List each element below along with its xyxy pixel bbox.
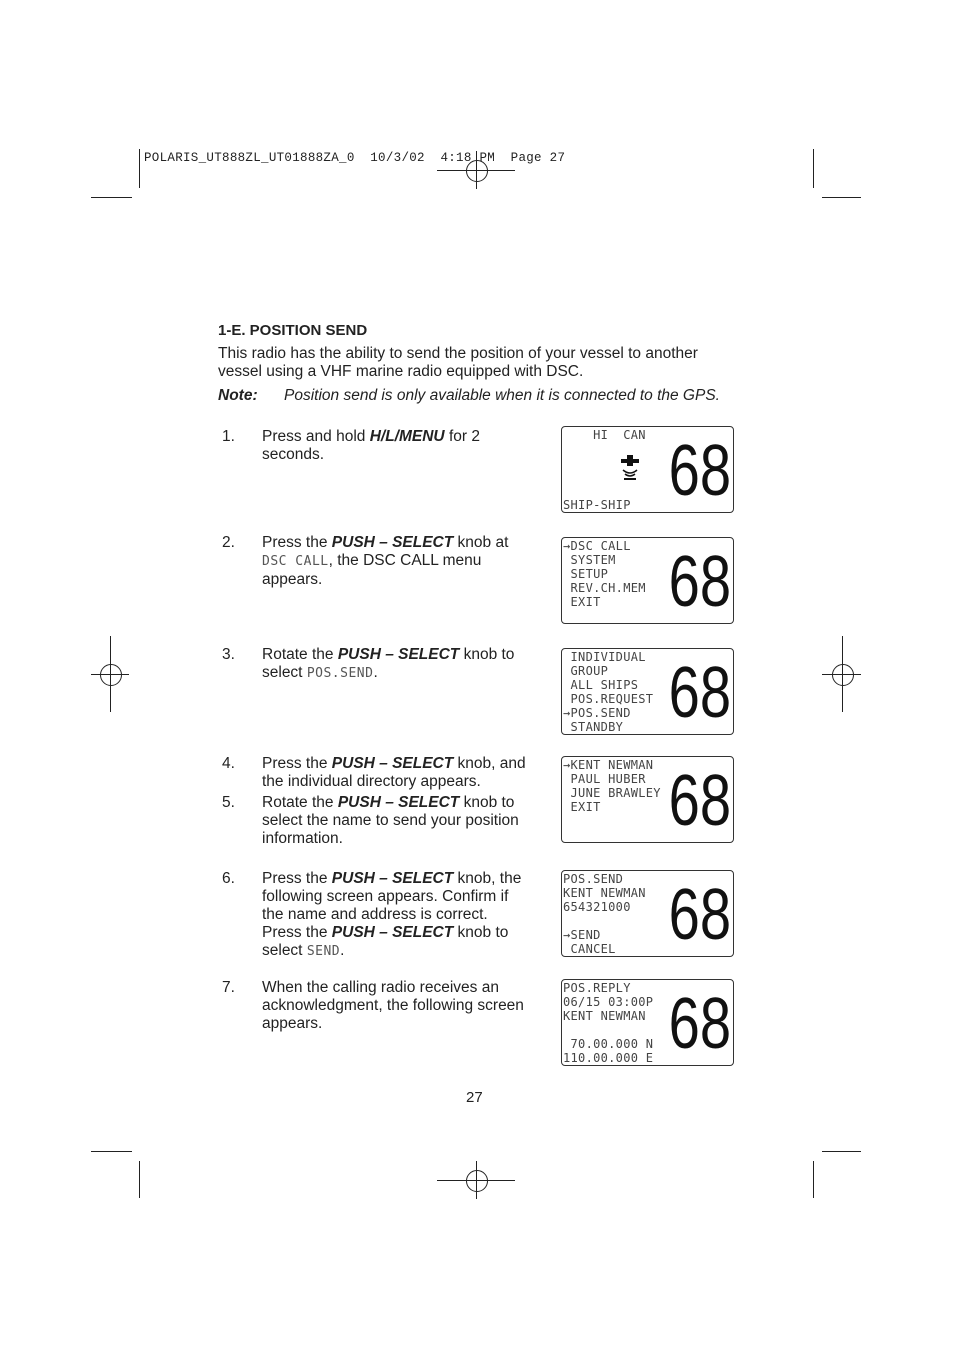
note-label: Note:	[218, 387, 258, 404]
channel-number: 68	[668, 984, 731, 1064]
lcd-screen-1	[561, 426, 734, 513]
registration-circle	[832, 664, 854, 686]
registration-circle	[466, 1170, 488, 1192]
crop-mark	[822, 1151, 861, 1152]
channel-number: 68	[668, 875, 731, 955]
crop-mark	[813, 1161, 814, 1198]
lcd-text: POS.REPLY 06/15 03:00P KENT NEWMAN 70.00.000 N 110.00.000 E	[563, 981, 654, 1065]
lcd-screen-4	[561, 756, 734, 843]
lcd-screen-3	[561, 648, 734, 735]
ship-signal-icon	[617, 454, 643, 482]
lcd-text: INDIVIDUAL GROUP ALL SHIPS POS.REQUEST →POS.SEND STANDBY	[563, 650, 654, 734]
crop-mark	[91, 197, 132, 198]
channel-number: 68	[668, 653, 731, 733]
print-slug: POLARIS_UT888ZL_UT01888ZA_0 10/3/02 4:18 PM Page 27	[144, 151, 566, 165]
lcd-screen-5	[561, 870, 734, 957]
channel-number: 68	[668, 542, 731, 622]
crop-mark	[139, 1161, 140, 1198]
section-title: 1-E. POSITION SEND	[218, 322, 368, 339]
registration-circle	[100, 664, 122, 686]
lcd-screen-2	[561, 537, 734, 624]
crop-mark	[91, 1151, 132, 1152]
note-text: Position send is only available when it is connected to the GPS.	[284, 387, 720, 404]
crop-mark	[822, 197, 861, 198]
channel-number: 68	[668, 431, 731, 511]
crop-mark	[139, 149, 140, 188]
intro-paragraph: This radio has the ability to send the position of your vessel to another vessel using a VHF marine radio equipped with DSC.	[218, 345, 698, 380]
lcd-text: POS.SEND KENT NEWMAN 654321000 →SEND CANCEL	[563, 872, 646, 956]
lcd-text: →DSC CALL SYSTEM SETUP REV.CH.MEM EXIT	[563, 539, 646, 609]
crop-mark	[813, 149, 814, 188]
channel-number: 68	[668, 761, 731, 841]
page-number: 27	[466, 1089, 483, 1106]
lcd-text: →KENT NEWMAN PAUL HUBER JUNE BRAWLEY EXIT	[563, 758, 661, 814]
lcd-screen-6	[561, 979, 734, 1066]
lcd-text: HI CAN SHIP-SHIP	[563, 428, 646, 512]
